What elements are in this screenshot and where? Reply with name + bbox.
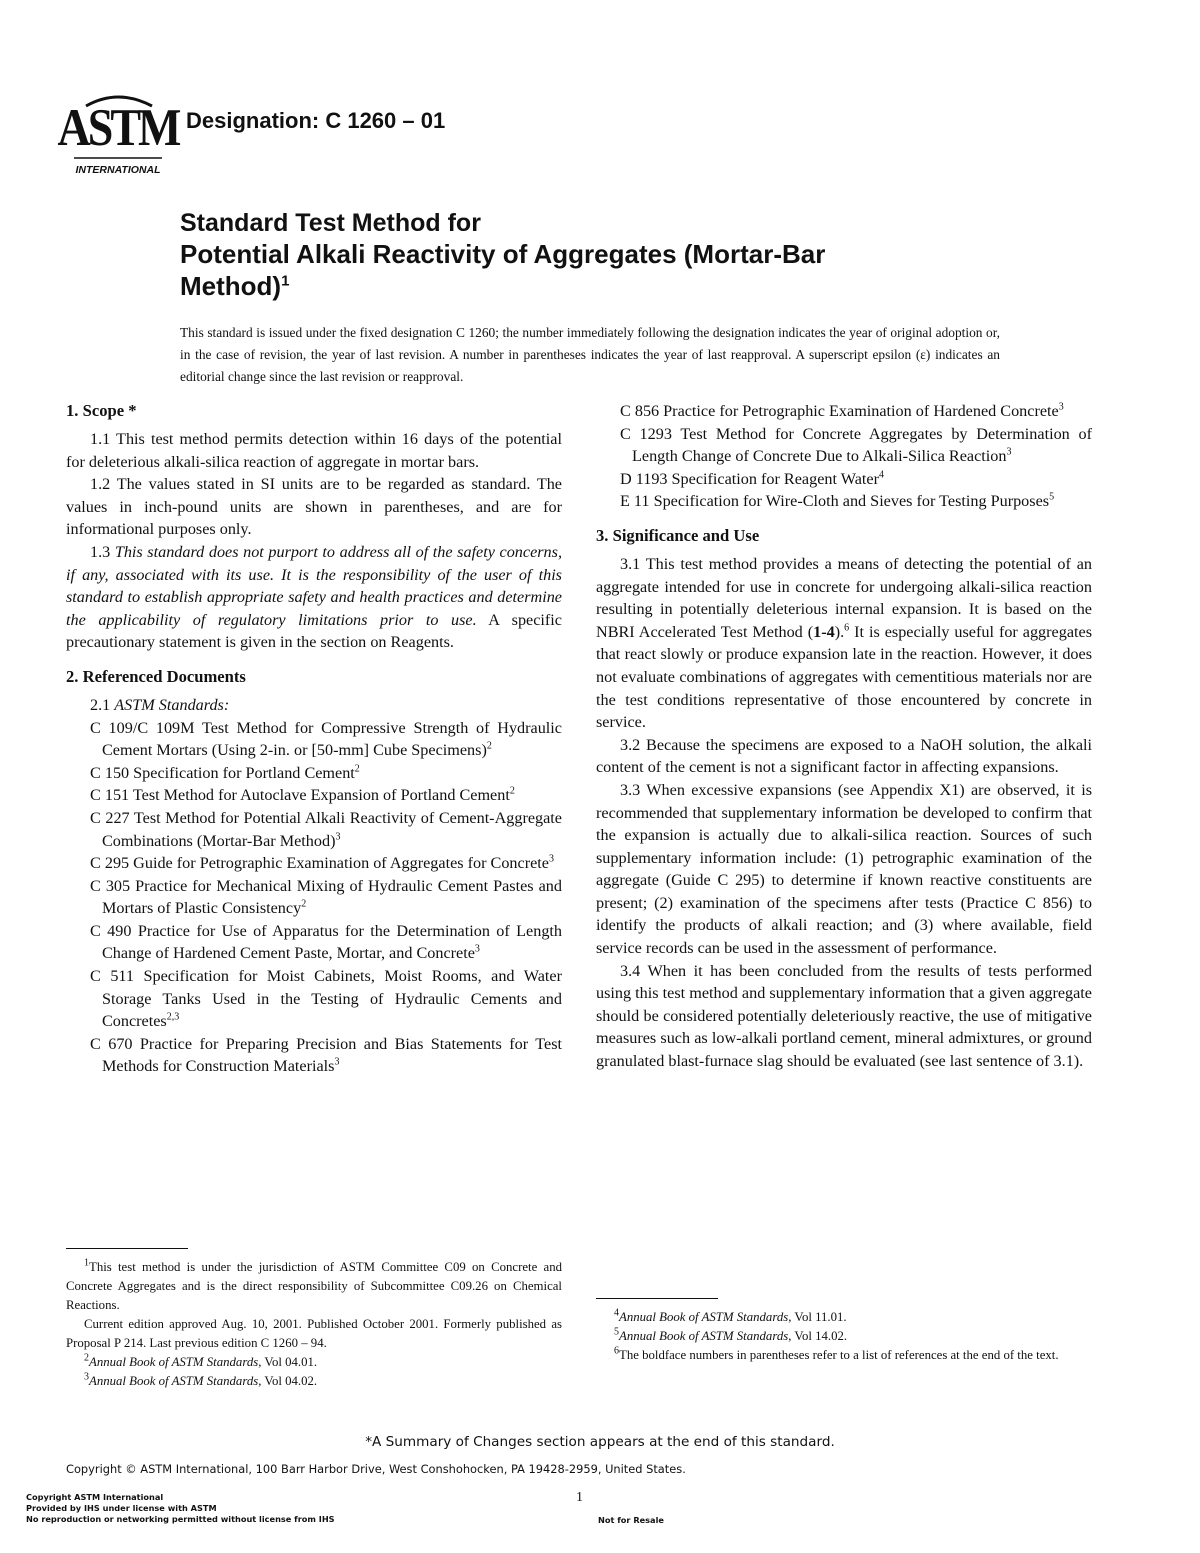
paragraph-1-2: 1.2 The values stated in SI units are to be regarded as standard. The values in inch-pound units are shown in parentheses, and are for informational purposes only. [66, 475, 562, 539]
copyright-line: Copyright © ASTM International, 100 Barr Harbor Drive, West Conshohocken, PA 19428-2959, United States. [66, 1462, 686, 1476]
title-line-3: Method)$^1$ [180, 271, 290, 301]
footnote: $^6$The boldface numbers in parentheses refer to a list of references at the end of the text. [614, 1345, 1059, 1362]
reference-item: C 295 Guide for Petrographic Examination of Aggregates for Concrete$^3$ [90, 853, 554, 873]
summary-of-changes-note: *A Summary of Changes section appears at the end of this standard. [365, 1434, 835, 1450]
reference-item: C 1293 Test Method for Concrete Aggregates by Determination of Length Change of Concrete Due to Alkali-Silica Reaction$^3$ [620, 424, 1092, 466]
astm-logo [57, 92, 179, 178]
license-line-2: Provided by IHS under license with ASTM [26, 1503, 217, 1513]
paragraph-3-2: 3.2 Because the specimens are exposed to a NaOH solution, the alkali content of the cement is not a significant factor in affecting expansions. [596, 735, 1092, 777]
reference-item: D 1193 Specification for Reagent Water$^4$ [620, 469, 884, 488]
subsection-astm-standards: 2.1 ASTM Standards: [90, 695, 230, 714]
reference-item: E 11 Specification for Wire-Cloth and Sieves for Testing Purposes$^5$ [620, 491, 1055, 511]
section-heading-scope: 1. Scope * [66, 401, 137, 420]
title-footnote-ref: 1 [281, 272, 290, 290]
document-title [180, 208, 1040, 302]
issuance-statement: This standard is issued under the fixed designation C 1260; the number immediately following the designation indicates the year of original adoption or, in the case of revision, the year of last revision. A number in parentheses indicates the year of last reapproval. A superscript epsilon (ε) indicates an editorial change since the last revision or reapproval. [180, 325, 1000, 384]
license-block [26, 1492, 335, 1525]
footnote: $^4$Annual Book of ASTM Standards, Vol 11.01. [614, 1307, 847, 1324]
footnote: $^5$Annual Book of ASTM Standards, Vol 14.02. [614, 1326, 848, 1343]
svg-text:ASTM: ASTM [57, 97, 179, 157]
reference-item: C 109/C 109M Test Method for Compressive Strength of Hydraulic Cement Mortars (Using 2-in. or [50-mm] Cube Specimens)$^2$ [90, 718, 562, 760]
paragraph-1-1: 1.1 This test method permits detection within 16 days of the potential for deleterious alkali-silica reaction of aggregate in mortar bars. [66, 430, 562, 471]
section-heading-significance: 3. Significance and Use [596, 525, 760, 545]
reference-item: C 150 Specification for Portland Cement$^2$ [90, 763, 360, 782]
paragraph-3-1: 3.1 This test method provides a means of detecting the potential of an aggregate intended for use in concrete for undergoing alkali-silica reaction resulting in potentially deleterious internal expansion. It is based on the NBRI Accelerated Test Method (1-4).$^6$ It is especially useful for aggregates that react slowly or produce expansion late in the reaction. However, it does not evaluate combinations of aggregates with cementitious materials nor are the test conditions representative of those encountered by concrete in service. [596, 554, 1092, 732]
page-number: 1 [576, 1490, 583, 1505]
footnote: Current edition approved Aug. 10, 2001. Published October 2001. Formerly published as Proposal P 214. Last previous edition C 1260 – 94. [66, 1317, 562, 1350]
reference-item: C 490 Practice for Use of Apparatus for the Determination of Length Change of Hardened Cement Paste, Mortar, and Concrete$^3$ [90, 921, 562, 963]
reference-item: C 511 Specification for Moist Cabinets, Moist Rooms, and Water Storage Tanks Used in the Testing of Hydraulic Cements and Concretes$^{2,3}$ [90, 967, 562, 1031]
logo-sub-label: INTERNATIONAL [75, 164, 161, 176]
license-line-3: No reproduction or networking permitted without license from IHS [26, 1514, 335, 1524]
reference-item: C 856 Practice for Petrographic Examination of Hardened Concrete$^3$ [620, 401, 1064, 420]
footnote-rule-left [66, 1248, 188, 1249]
right-column [596, 400, 1092, 1073]
paragraph-1-3: 1.3 This standard does not purport to address all of the safety concerns, if any, associated with its use. It is the responsibility of the user of this standard to establish appropriate safety and health practices and determine the applicability of regulatory limitations prior to use. A specific precautionary statement is given in the section on Reagents. [66, 542, 562, 652]
not-for-resale: Not for Resale [598, 1515, 664, 1525]
section-heading-referenced-documents: 2. Referenced Documents [66, 666, 246, 686]
footnote: $^2$Annual Book of ASTM Standards, Vol 04.01. [84, 1352, 318, 1369]
reference-item: C 151 Test Method for Autoclave Expansion of Portland Cement$^2$ [90, 785, 515, 805]
footnotes-right [596, 1308, 1092, 1365]
title-line-2: Potential Alkali Reactivity of Aggregates (Mortar-Bar [180, 239, 826, 269]
reference-item: C 305 Practice for Mechanical Mixing of Hydraulic Cement Pastes and Mortars of Plastic Consistency$^2$ [90, 876, 562, 918]
designation: Designation: C 1260 – 01 [186, 108, 446, 133]
footnote: $^3$Annual Book of ASTM Standards, Vol 04.02. [84, 1371, 318, 1388]
footnote: $^1$This test method is under the jurisdiction of ASTM Committee C09 on Concrete and Concrete Aggregates and is the direct responsibility of Subcommittee C09.26 on Chemical Reactions. [66, 1257, 562, 1312]
left-column [66, 400, 562, 1078]
reference-item: C 227 Test Method for Potential Alkali Reactivity of Cement-Aggregate Combinations (Mortar-Bar Method)$^3$ [90, 808, 562, 850]
reference-item: C 670 Practice for Preparing Precision and Bias Statements for Test Methods for Construction Materials$^3$ [90, 1034, 562, 1076]
title-line-1: Standard Test Method for [180, 209, 481, 237]
footnotes-left [66, 1258, 562, 1391]
referenced-documents-list-continued [596, 400, 1092, 513]
referenced-documents-list [66, 717, 562, 1079]
footnote-rule-right [596, 1298, 718, 1299]
paragraph-3-4: 3.4 When it has been concluded from the results of tests performed using this test method and supplementary information that a given aggregate should be considered potentially deleteriously reactive, the use of mitigative measures such as low-alkali portland cement, mineral admixtures, or ground granulated blast-furnace slag should be evaluated (see last sentence of 3.1). [596, 961, 1092, 1071]
license-line-1: Copyright ASTM International [26, 1492, 164, 1502]
paragraph-3-3: 3.3 When excessive expansions (see Appendix X1) are observed, it is recommended that supplementary information be developed to confirm that the expansion is actually due to alkali-silica reaction. Sources of such supplementary information include: (1) petrographic examination of the aggregate (Guide C 295) to determine if known reactive constituents are present; (2) examination of the specimens after tests (Practice C 856) to identify the products of alkali reaction; and (3) where available, field service records can be used in the assessment of performance. [596, 780, 1092, 958]
